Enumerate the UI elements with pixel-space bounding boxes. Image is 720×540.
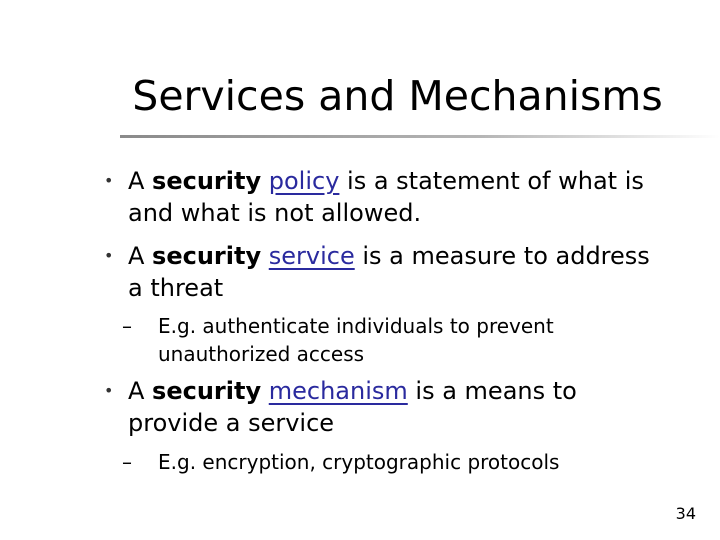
bullet-text: A <box>128 242 153 270</box>
bullet-text: A <box>128 377 153 405</box>
sub-line-2: unauthorized access <box>158 342 365 366</box>
dash-icon: – <box>122 314 132 338</box>
term-policy: policy <box>268 167 340 195</box>
bullet-icon: • <box>104 171 114 190</box>
bullet-service <box>104 240 650 304</box>
slide-title: Services and Mechanisms <box>132 72 663 120</box>
bullet-line <box>128 240 650 272</box>
bullet-text: A <box>128 167 153 195</box>
bullet-mechanism <box>104 375 577 439</box>
title-divider <box>120 135 720 138</box>
bullet-text: is a statement of what is <box>339 167 644 195</box>
bullet-line <box>128 375 577 407</box>
bullet-policy <box>104 165 644 229</box>
sub-bullet-mechanism <box>122 448 560 476</box>
term-mechanism: mechanism <box>268 377 408 405</box>
dash-icon: – <box>122 450 132 474</box>
bullet-line-2: provide a service <box>128 409 335 437</box>
page-number: 34 <box>675 504 696 523</box>
bullet-bold: security <box>152 377 262 405</box>
bullet-bold: security <box>152 167 262 195</box>
sub-bullet-service <box>122 312 554 368</box>
term-service: service <box>268 242 355 270</box>
bullet-line-2: and what is not allowed. <box>128 199 422 227</box>
bullet-line <box>128 165 644 197</box>
sub-line: E.g. authenticate individuals to prevent <box>158 314 554 338</box>
bullet-text: is a means to <box>407 377 577 405</box>
bullet-line-2: a threat <box>128 274 224 302</box>
sub-line: E.g. encryption, cryptographic protocols <box>158 450 560 474</box>
bullet-text: is a measure to address <box>354 242 650 270</box>
bullet-icon: • <box>104 381 114 400</box>
bullet-bold: security <box>152 242 262 270</box>
bullet-icon: • <box>104 246 114 265</box>
